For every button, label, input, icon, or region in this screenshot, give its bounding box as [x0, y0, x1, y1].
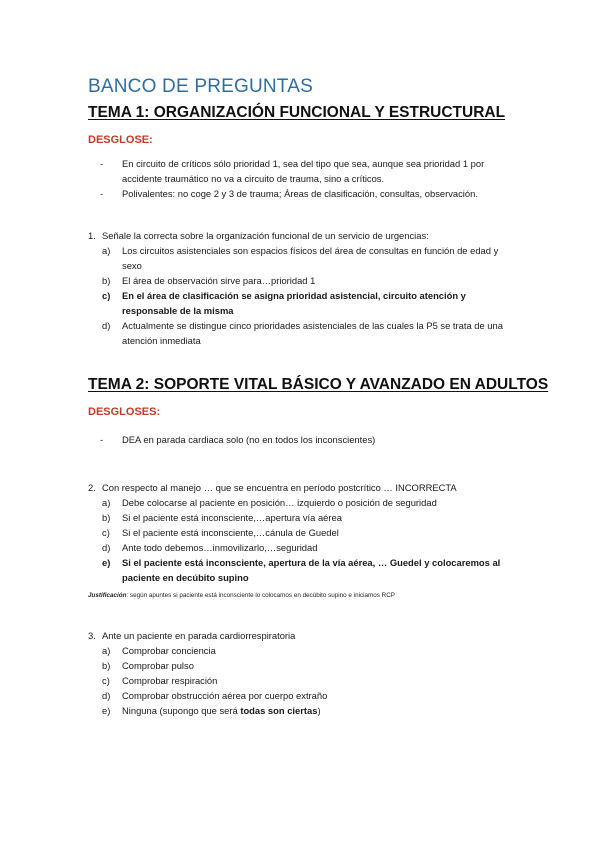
options-list: [88, 495, 518, 585]
list-item: - DEA en parada cardiaca solo (no en todos los inconscientes): [100, 434, 376, 445]
question-3: 3. Ante un paciente en parada cardiorrespiratoria a) Comprobar conciencia b) Comprobar pulso c) Comprobar respiración d) Comprobar obstrucción aérea por cuerpo extraño e) Ninguna (supongo que será todas son ciertas): [88, 628, 518, 718]
tema2-title: TEMA 2: SOPORTE VITAL BÁSICO Y AVANZADO EN ADULTOS: [88, 376, 549, 393]
options-list: [88, 643, 518, 718]
question-stem: Señale la correcta sobre la organización funcional de un servicio de urgencias:: [102, 230, 429, 241]
option-c: c) En el área de clasificación se asigna prioridad asistencial, circuito atención y responsable de la misma: [102, 290, 466, 316]
list-item: - En circuito de críticos sólo prioridad 1, sea del tipo que sea, aunque sea prioridad 1 por accidente traumático no va a circuito de trauma, sino a críticos.: [100, 158, 485, 184]
options-list: [88, 243, 518, 348]
option-c: c) Comprobar respiración: [102, 675, 218, 686]
option-e: e) Si el paciente está inconsciente, apertura de la vía aérea, … Guedel y colocaremos al paciente en decúbito supino: [102, 557, 501, 583]
option-d: d) Ante todo debemos…inmovilizarlo,…seguridad: [102, 542, 318, 553]
tema2-bullet-list: [100, 432, 520, 447]
option-a: a) Comprobar conciencia: [102, 645, 216, 656]
option-c: c) Si el paciente está inconsciente,…cánula de Guedel: [102, 527, 339, 538]
option-a: a) Debe colocarse al paciente en posición… izquierdo o posición de seguridad: [102, 497, 437, 508]
question-stem: Con respecto al manejo … que se encuentra en período postcrítico … INCORRECTA: [102, 482, 457, 493]
option-b: b) El área de observación sirve para…prioridad 1: [102, 275, 316, 286]
option-e: e) Ninguna (supongo que será todas son ciertas): [102, 705, 321, 716]
tema2-desglose-label: DESGLOSES:: [88, 406, 161, 418]
tema1-title: TEMA 1: ORGANIZACIÓN FUNCIONAL Y ESTRUCTURAL: [88, 104, 506, 121]
document-title: BANCO DE PREGUNTAS: [88, 76, 313, 97]
question-2: 2. Con respecto al manejo … que se encuentra en período postcrítico … INCORRECTA a) Debe colocarse al paciente en posición… izquierdo o posición de seguridad b) Si el paciente está inconsciente,…apertura vía aérea c) Si el paciente está inconsciente,…cánula de Guedel d) Ante todo debemos…inmovilizarlo,…seguridad e) Si el paciente está inconsciente, apertura de la vía aérea, … Guedel y colocaremos al paciente en decúbito supino: [88, 480, 518, 585]
question-1: 1. Señale la correcta sobre la organización funcional de un servicio de urgencias: a) Los circuitos asistenciales son espacios físicos del área de consultas en función de edad y sexo b) El área de observación sirve para…prioridad 1 c) En el área de clasificación se asigna prioridad asistencial, circuito atención y responsable de la misma d) Actualmente se distingue cinco prioridades asistenciales de las cuales la P5 se trata de una atención inmediata: [88, 228, 518, 348]
justification-note: Justificación: según apuntes si paciente está inconsciente lo colocamos en decúbito supino e iniciamos RCP: [88, 592, 395, 599]
option-d: d) Actualmente se distingue cinco prioridades asistenciales de las cuales la P5 se trata de una atención inmediata: [102, 320, 503, 346]
tema1-bullet-list: [100, 156, 520, 201]
question-stem: Ante un paciente en parada cardiorrespiratoria: [102, 630, 296, 641]
option-b: b) Si el paciente está inconsciente,…apertura vía aérea: [102, 512, 342, 523]
option-d: d) Comprobar obstrucción aérea por cuerpo extraño: [102, 690, 328, 701]
tema1-desglose-label: DESGLOSE:: [88, 134, 153, 146]
option-a: a) Los circuitos asistenciales son espacios físicos del área de consultas en función de edad y sexo: [102, 245, 499, 271]
list-item: - Polivalentes: no coge 2 y 3 de trauma; Áreas de clasificación, consultas, observación.: [100, 188, 478, 199]
option-b: b) Comprobar pulso: [102, 660, 194, 671]
